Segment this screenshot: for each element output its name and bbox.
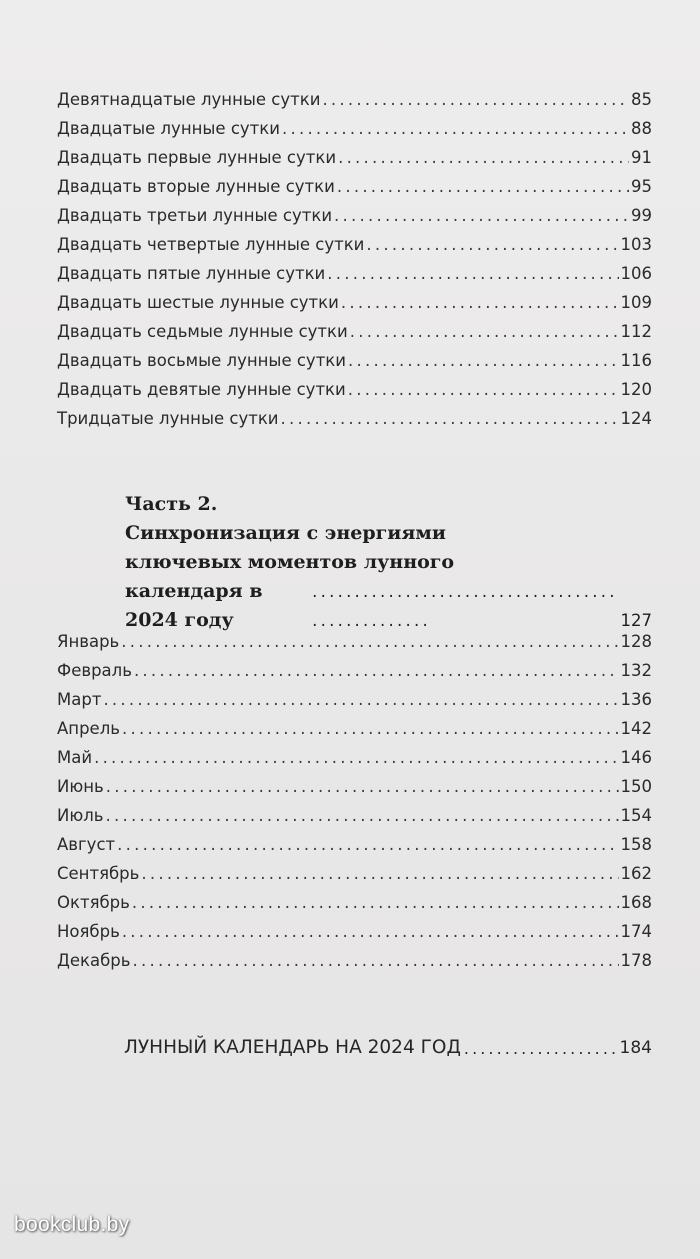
toc-entry — [57, 653, 652, 681]
watermark: bookclub.by — [14, 1213, 130, 1236]
toc-entry-title: Двадцать восьмые лунные сутки — [57, 351, 346, 370]
toc-entry-page: 120 — [620, 380, 652, 399]
toc-entry-page: 174 — [620, 922, 652, 941]
toc-entry — [57, 856, 652, 884]
dot-leader — [121, 632, 618, 652]
toc-entry-title: Тридцатые лунные сутки — [57, 409, 279, 428]
toc-entry-title: Август — [57, 835, 116, 854]
toc-entry-page: 91 — [631, 148, 652, 167]
toc-entry-title: Двадцатые лунные сутки — [57, 119, 280, 138]
toc-entry-page: 162 — [620, 864, 652, 883]
toc-entry-title: Октябрь — [57, 893, 130, 912]
part-heading — [125, 490, 652, 635]
toc-entry-page: 85 — [631, 90, 652, 109]
toc-entry-page: 103 — [620, 235, 652, 254]
toc-entry-page: 106 — [620, 264, 652, 283]
dot-leader — [122, 719, 619, 739]
toc-entry-title: Июль — [57, 806, 104, 825]
toc-entry-page: 158 — [620, 835, 652, 854]
toc-entry-page: 132 — [620, 661, 652, 680]
toc-entry — [57, 256, 652, 284]
toc-entry-page: 178 — [620, 951, 652, 970]
part-title-line: календаря в 2024 году — [125, 580, 263, 631]
toc-entry-title: Двадцать третьи лунные сутки — [57, 206, 333, 225]
dot-leader — [117, 835, 618, 855]
toc-entry — [57, 914, 652, 942]
toc-entry — [57, 827, 652, 855]
dot-leader — [122, 922, 619, 942]
toc-entry-calendar — [124, 1028, 652, 1058]
dot-leader — [106, 806, 619, 826]
toc-entry — [57, 624, 652, 652]
toc-entry-page: 116 — [620, 351, 652, 370]
toc-entry — [57, 401, 652, 429]
toc-entry-title: Декабрь — [57, 951, 131, 970]
toc-entry — [57, 343, 652, 371]
dot-leader — [341, 293, 619, 313]
dot-leader — [94, 748, 618, 768]
dot-leader — [348, 351, 619, 371]
toc-entry — [57, 227, 652, 255]
toc-entry-title: Май — [57, 748, 93, 767]
toc-entry-page: 99 — [631, 206, 652, 225]
toc-entry — [57, 769, 652, 797]
toc-entry-title: Двадцать первые лунные сутки — [57, 148, 337, 167]
toc-entry — [57, 82, 652, 110]
part-title-line: ключевых моментов лунного — [125, 551, 455, 573]
toc-entry-title: Январь — [57, 632, 120, 651]
dot-leader — [348, 380, 619, 400]
dot-leader — [464, 1039, 617, 1058]
toc-entry-title: Сентябрь — [57, 864, 140, 883]
toc-entry — [57, 372, 652, 400]
toc-entry-title: Двадцать пятые лунные сутки — [57, 264, 326, 283]
toc-entry-title: Двадцать седьмые лунные сутки — [57, 322, 348, 341]
dot-leader — [322, 90, 629, 110]
dot-leader — [334, 206, 629, 226]
toc-entry — [57, 169, 652, 197]
toc-entry — [57, 111, 652, 139]
toc-entry-page: 150 — [620, 777, 652, 796]
toc-entry-title: ЛУННЫЙ КАЛЕНДАРЬ НА 2024 ГОД — [124, 1037, 461, 1058]
dot-leader — [141, 864, 618, 884]
toc-entry — [57, 285, 652, 313]
toc-entry-title: Ноябрь — [57, 922, 120, 941]
toc-entry-title: Двадцать четвертые лунные сутки — [57, 235, 365, 254]
toc-entry-page: 146 — [620, 748, 652, 767]
toc-entry-page: 154 — [620, 806, 652, 825]
toc-entry-title: Двадцать девятые лунные сутки — [57, 380, 346, 399]
dot-leader — [132, 893, 619, 913]
toc-entry — [57, 682, 652, 710]
toc-entry-page: 124 — [620, 409, 652, 428]
toc-entry-page: 112 — [620, 322, 652, 341]
toc-entry — [57, 140, 652, 168]
toc-entry-title: Девятнадцатые лунные сутки — [57, 90, 321, 109]
dot-leader — [103, 690, 618, 710]
dot-leader — [337, 177, 629, 197]
toc-entry — [57, 740, 652, 768]
toc-entry — [57, 198, 652, 226]
part-number: Часть 2. — [125, 493, 218, 515]
toc-entry-title: Июнь — [57, 777, 104, 796]
dot-leader — [106, 777, 619, 797]
dot-leader — [134, 661, 619, 681]
part-title-line: Синхронизация с энергиями — [125, 522, 447, 544]
toc-entry-page: 95 — [631, 177, 652, 196]
toc-entry-page: 142 — [620, 719, 652, 738]
toc-entry-page: 136 — [620, 690, 652, 709]
toc-entry — [57, 943, 652, 971]
toc-entry-title: Двадцать шестые лунные сутки — [57, 293, 339, 312]
toc-entry — [57, 711, 652, 739]
toc-entry-title: Двадцать вторые лунные сутки — [57, 177, 335, 196]
toc-entry — [57, 885, 652, 913]
toc-entry-page: 109 — [620, 293, 652, 312]
toc-entry-title: Февраль — [57, 661, 132, 680]
dot-leader — [281, 409, 619, 429]
toc-entry-page: 168 — [620, 893, 652, 912]
toc-entry-page: 128 — [620, 632, 652, 651]
toc-entry-title: Март — [57, 690, 102, 709]
toc-entry — [57, 798, 652, 826]
dot-leader — [282, 119, 629, 139]
toc-entry — [57, 314, 652, 342]
dot-leader — [350, 322, 619, 342]
toc-entry-page: 127 — [620, 611, 652, 630]
toc-entry-page: 88 — [631, 119, 652, 138]
toc-entry-title: Апрель — [57, 719, 120, 738]
dot-leader — [133, 951, 619, 971]
dot-leader — [338, 148, 629, 168]
toc-entry-page: 184 — [619, 1038, 652, 1058]
dot-leader — [327, 264, 618, 284]
dot-leader — [366, 235, 618, 255]
